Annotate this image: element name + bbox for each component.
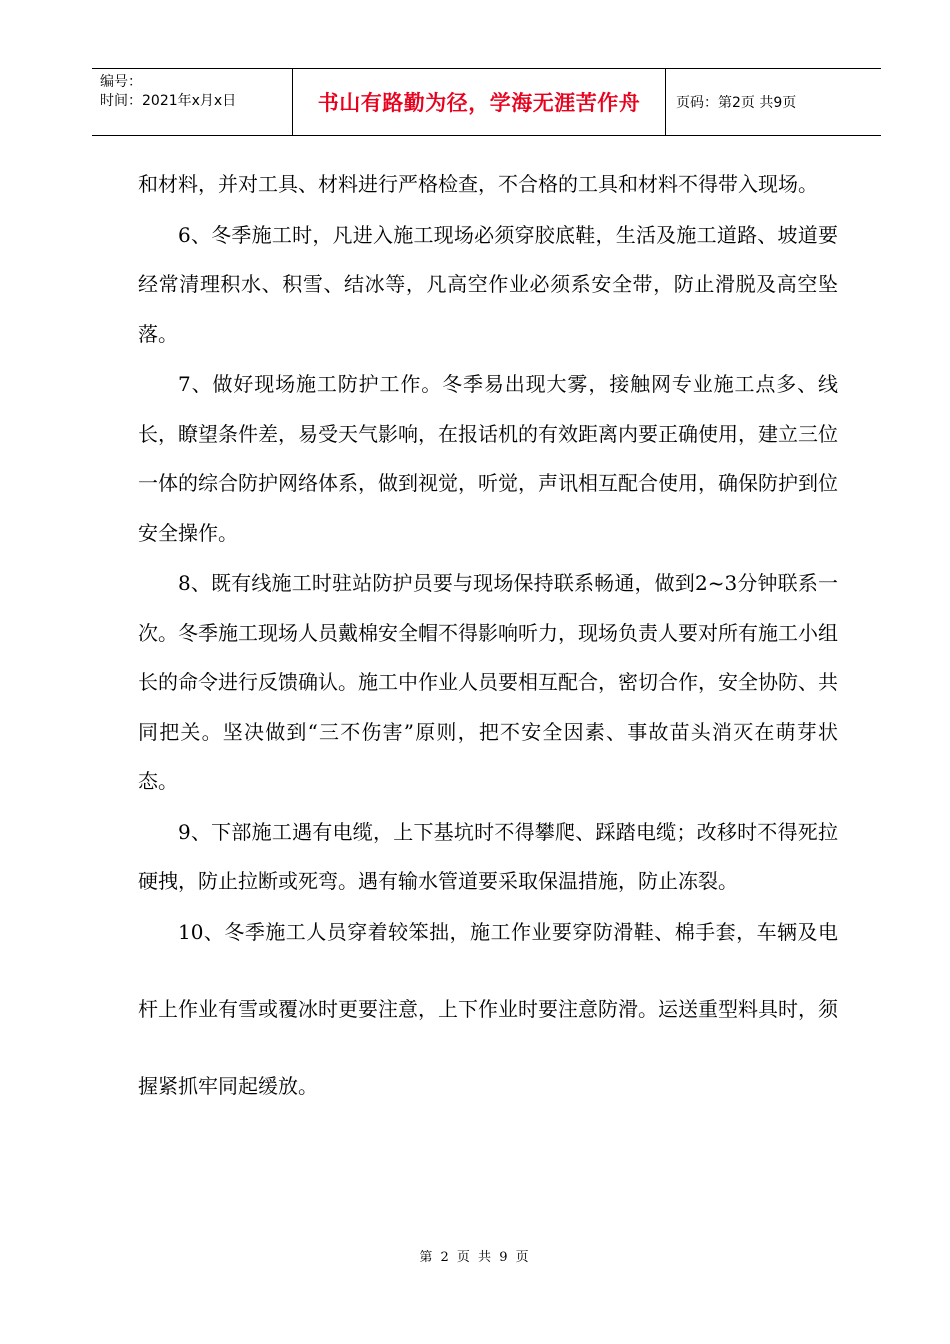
page-footer: 第 2 页 共 9 页 — [419, 1250, 531, 1265]
paragraph-item-7: 7、做好现场施工防护工作。冬季易出现大雾，接触网专业施工点多、线长，瞭望条件差，易受天气影响，在报话机的有效距离内要正确使用，建立三位一体的综合防护网络体系，做到视觉，听觉，声讯相互配合使用，确保防护到位安全操作。 — [138, 372, 838, 545]
page-header — [92, 68, 881, 136]
paragraph-item-9: 9、下部施工遇有电缆，上下基坑时不得攀爬、踩踏电缆；改移时不得死拉硬拽，防止拉断或死弯。遇有输水管道要采取保温措施，防止冻裂。 — [138, 819, 838, 893]
paragraph-item-10: 10、冬季施工人员穿着较笨拙，施工作业要穿防滑鞋、棉手套，车辆及电杆上作业有雪或覆冰时更要注意，上下作业时要注意防滑。运送重型料具时，须握紧抓牢同起缓放。 — [138, 919, 838, 1098]
paragraph-item-6: 6、冬季施工时，凡进入施工现场必须穿胶底鞋，生活及施工道路、坡道要经常清理积水、积雪、结冰等，凡高空作业必须系安全带，防止滑脱及高空坠落。 — [138, 222, 838, 346]
time-label: 时间：2021年x月x日 — [100, 93, 237, 109]
header-meta — [92, 69, 293, 135]
number-label: 编号： — [100, 74, 142, 90]
header-motto: 书山有路勤为径，学海无涯苦作舟 — [293, 69, 666, 135]
header-page-label: 页码：第2页 共9页 — [676, 95, 797, 111]
document-body — [138, 160, 838, 1125]
paragraph-item-8: 8、既有线施工时驻站防护员要与现场保持联系畅通，做到2~3分钟联系一次。冬季施工现场人员戴棉安全帽不得影响听力，现场负责人要对所有施工小组长的命令进行反馈确认。施工中作业人员要相互配合，密切合作，安全协防、共同把关。坚决做到“三不伤害”原则，把不安全因素、事故苗头消灭在萌芽状态。 — [138, 571, 838, 793]
paragraph-continued: 和材料，并对工具、材料进行严格检查，不合格的工具和材料不得带入现场。 — [138, 172, 818, 196]
